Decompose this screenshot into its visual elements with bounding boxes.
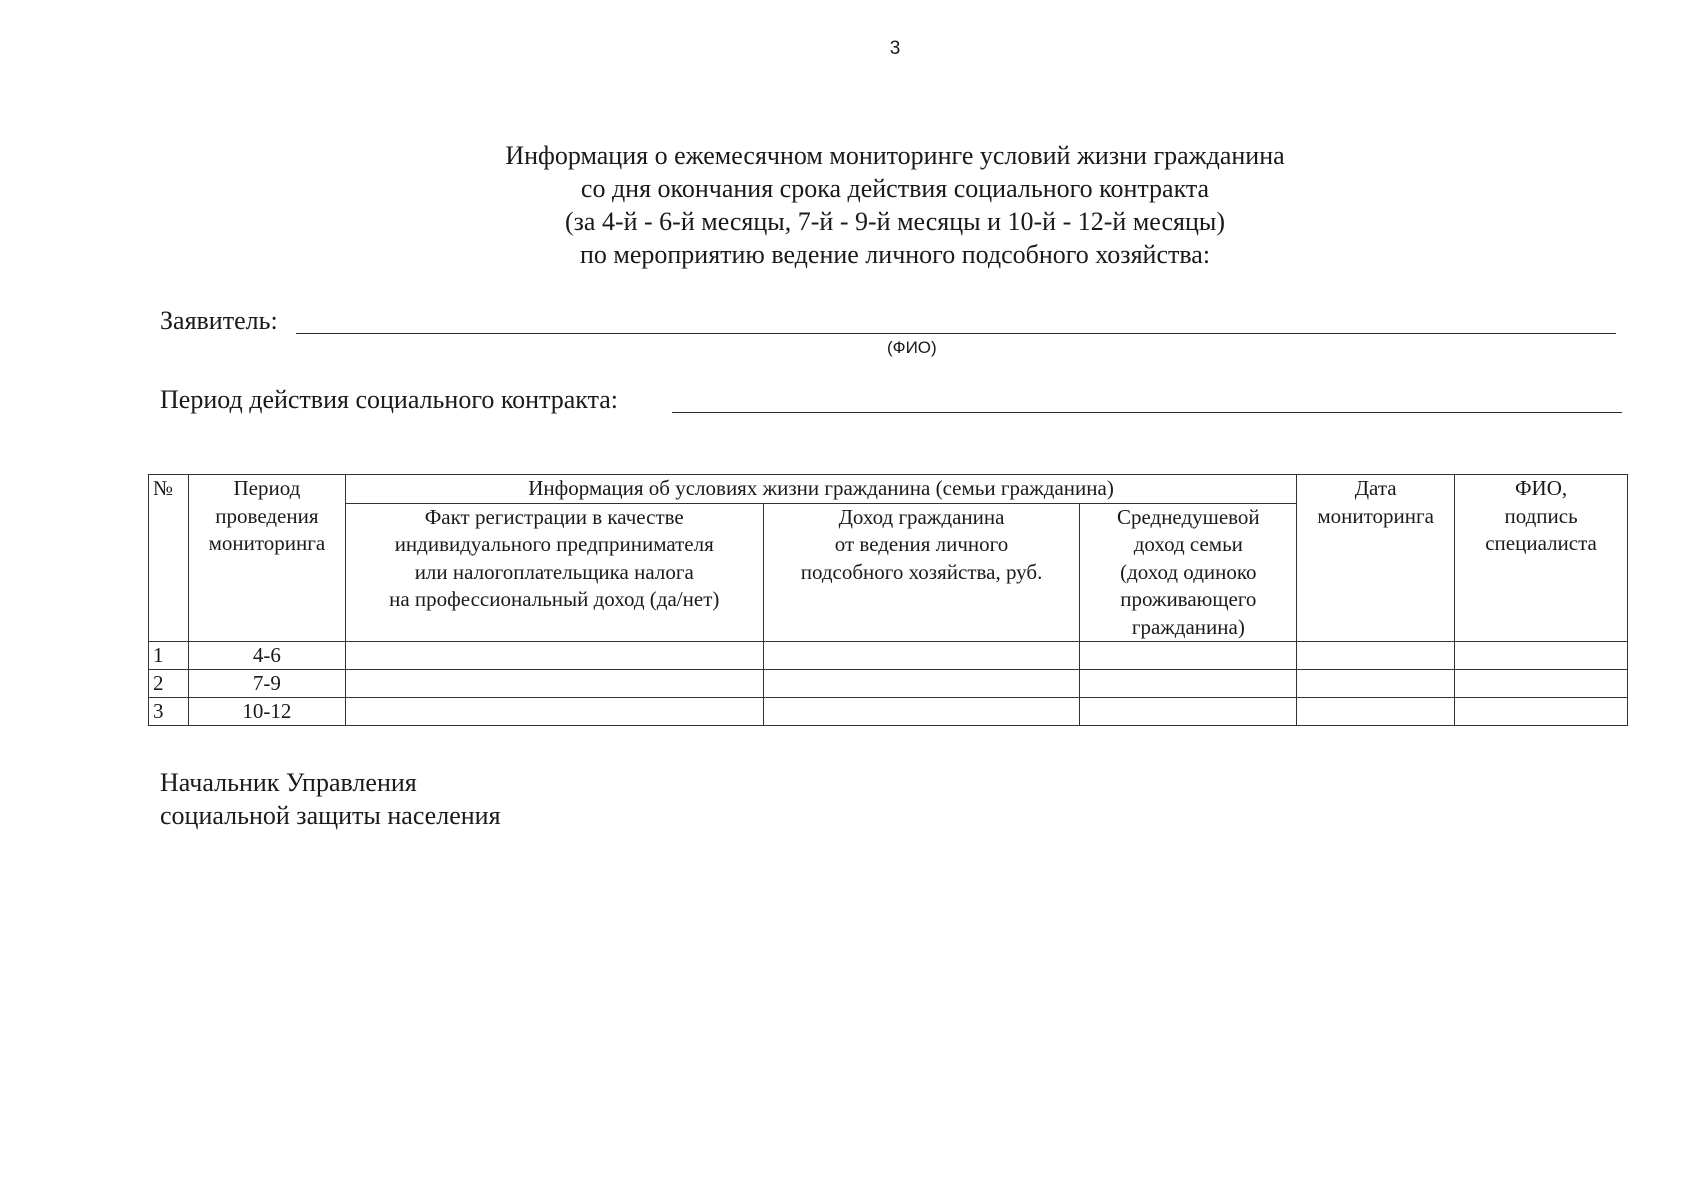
row-specialist-cell[interactable] [1455,670,1628,698]
header-text: проживающего [1120,587,1257,611]
row-income-cell[interactable] [763,642,1080,670]
row-number: 2 [149,670,189,698]
contract-period-label: Период действия социального контракта: [160,385,619,414]
header-text: или налогоплательщика налога [414,559,694,584]
applicant-field [160,306,278,336]
row-avg-income-cell[interactable] [1080,670,1297,698]
header-number: № [149,475,189,642]
row-registration-cell[interactable] [345,698,763,726]
header-text: (доход одиноко [1120,559,1257,584]
row-specialist-cell[interactable] [1455,642,1628,670]
header-text: подпись [1504,503,1578,528]
header-text: доход семьи [1133,532,1243,556]
row-period: 4-6 [188,642,345,670]
header-text: Период [233,476,301,500]
header-text: на профессиональный доход (да/нет) [389,587,720,611]
monitoring-table [148,474,1628,726]
row-date-cell[interactable] [1297,670,1455,698]
row-income-cell[interactable] [763,670,1080,698]
signature-line: социальной защиты населения [160,801,501,830]
table-row [149,642,1628,670]
row-number: 1 [149,642,189,670]
row-specialist-cell[interactable] [1455,698,1628,726]
row-income-cell[interactable] [763,698,1080,726]
header-text: мониторинга [208,531,326,555]
row-registration-cell[interactable] [345,642,763,670]
header-text: мониторинга [1317,503,1434,528]
title-line: со дня окончания срока действия социального контракта [580,174,1210,203]
applicant-underline[interactable] [296,310,1616,334]
header-text: индивидуального предпринимателя [394,532,714,556]
header-income [763,503,1080,642]
document-title [0,139,1698,271]
title-line: по мероприятию ведение личного подсобного хозяйства: [579,240,1211,269]
header-row [149,475,1628,504]
header-registration [345,503,763,642]
header-avg-income [1080,503,1297,642]
page-number: 3 [889,38,901,59]
applicant-label: Заявитель: [160,306,278,335]
header-text: Доход гражданина [838,504,1005,529]
row-date-cell[interactable] [1297,698,1455,726]
row-avg-income-cell[interactable] [1080,698,1297,726]
header-text: Среднедушевой [1116,504,1260,529]
header-text: гражданина) [1131,614,1245,639]
row-period: 7-9 [188,670,345,698]
header-date [1297,475,1455,642]
row-date-cell[interactable] [1297,642,1455,670]
title-line: (за 4-й - 6-й месяцы, 7-й - 9-й месяцы и 10-й - 12-й месяцы) [564,207,1226,236]
table-row [149,670,1628,698]
header-period [188,475,345,642]
applicant-fio-caption: (ФИО) [887,338,937,357]
header-text: проведения [215,503,319,528]
header-text: Факт регистрации в качестве [424,504,684,529]
header-text: подсобного хозяйства, руб. [800,559,1043,584]
row-registration-cell[interactable] [345,670,763,698]
header-specialist [1455,475,1628,642]
contract-period-underline[interactable] [672,388,1622,413]
row-period: 10-12 [188,698,345,726]
contract-period-field [160,385,618,415]
header-text: Дата [1354,476,1397,500]
title-line: Информация о ежемесячном мониторинге условий жизни гражданина [505,141,1285,170]
header-info-group: Информация об условиях жизни гражданина (семьи гражданина) [345,475,1296,504]
row-number: 3 [149,698,189,726]
header-text: ФИО, [1514,476,1568,500]
signature-block [160,766,501,832]
header-text: от ведения личного [834,532,1009,556]
table-row [149,698,1628,726]
header-text: специалиста [1485,531,1597,555]
signature-line: Начальник Управления [160,768,417,797]
row-avg-income-cell[interactable] [1080,642,1297,670]
